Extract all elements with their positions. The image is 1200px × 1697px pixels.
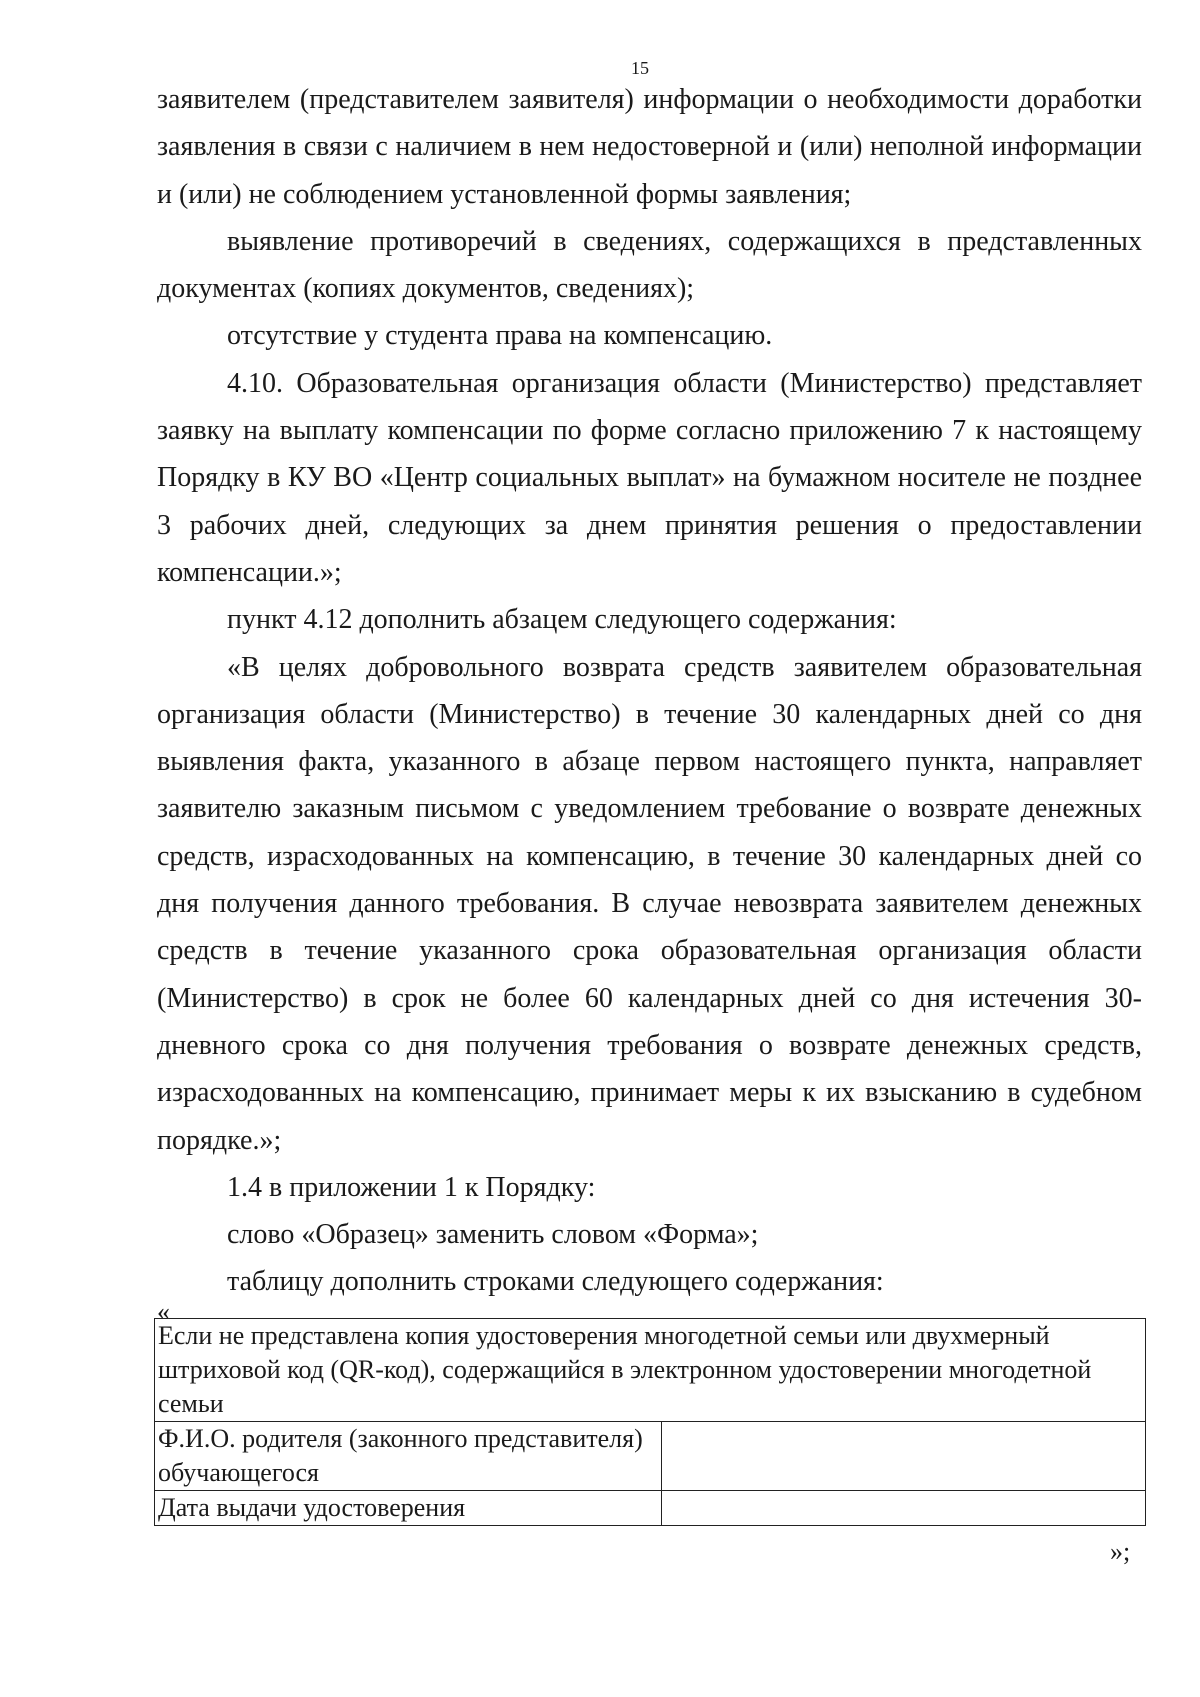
form-table bbox=[154, 1318, 1146, 1526]
table-row bbox=[155, 1422, 1146, 1491]
row-value bbox=[662, 1491, 1146, 1526]
table-header-cell: Если не представлена копия удостоверения многодетной семьи или двухмерный штриховой код (QR-код), содержащийся в электронном удостоверении многодетной семьи bbox=[155, 1319, 1146, 1422]
table-header-row bbox=[155, 1319, 1146, 1422]
table-close-quote: »; bbox=[1110, 1537, 1131, 1566]
row-label: Ф.И.О. родителя (законного представителя) обучающегося bbox=[155, 1422, 662, 1491]
page-number: 15 bbox=[631, 58, 649, 78]
paragraph: 1.4 в приложении 1 к Порядку: bbox=[227, 1171, 596, 1203]
paragraph: слово «Образец» заменить словом «Форма»; bbox=[227, 1219, 759, 1251]
paragraph: таблицу дополнить строками следующего содержания: bbox=[227, 1266, 884, 1298]
row-value bbox=[662, 1422, 1146, 1491]
table-row bbox=[155, 1491, 1146, 1526]
paragraph: выявление противоречий в сведениях, содержащихся в представленных документах (копиях документов, сведениях); bbox=[157, 225, 1142, 305]
paragraph: 4.10. Образовательная организация области (Министерство) представляет заявку на выплату компенсации по форме согласно приложению 7 к настоящему Порядку в КУ ВО «Центр социальных выплат» на бумажном носителе не позднее 3 рабочих дней, следующих за днем принятия решения о предоставлении компенсации.»; bbox=[157, 367, 1142, 588]
paragraph: отсутствие у студента права на компенсацию. bbox=[227, 320, 773, 352]
row-label: Дата выдачи удостоверения bbox=[155, 1491, 662, 1526]
paragraph: заявителем (представителем заявителя) информации о необходимости доработки заявления в связи с наличием в нем недостоверной и (или) неполной информации и (или) не соблюдением установленной формы заявления; bbox=[157, 84, 1142, 210]
paragraph: пункт 4.12 дополнить абзацем следующего содержания: bbox=[227, 604, 897, 636]
body-text bbox=[157, 76, 1142, 1306]
paragraph: «В целях добровольного возврата средств заявителем образовательная организация области (Министерство) в течение 30 календарных дней со дня выявления факта, указанного в абзаце первом настоящего пункта, направляет заявителю заказным письмом с уведомлением требование о возврате денежных средств, израсходованных на компенсацию, в течение 30 календарных дней со дня получения данного требования. В случае невозврата заявителем денежных средств в течение указанного срока образовательная организация области (Министерство) в срок не более 60 календарных дней со дня истечения 30-дневного срока со дня получения требования о возврате денежных средств, израсходованных на компенсацию, принимает меры к их взысканию в судебном порядке.»; bbox=[157, 651, 1142, 1156]
table-open-quote: « bbox=[157, 1297, 170, 1326]
